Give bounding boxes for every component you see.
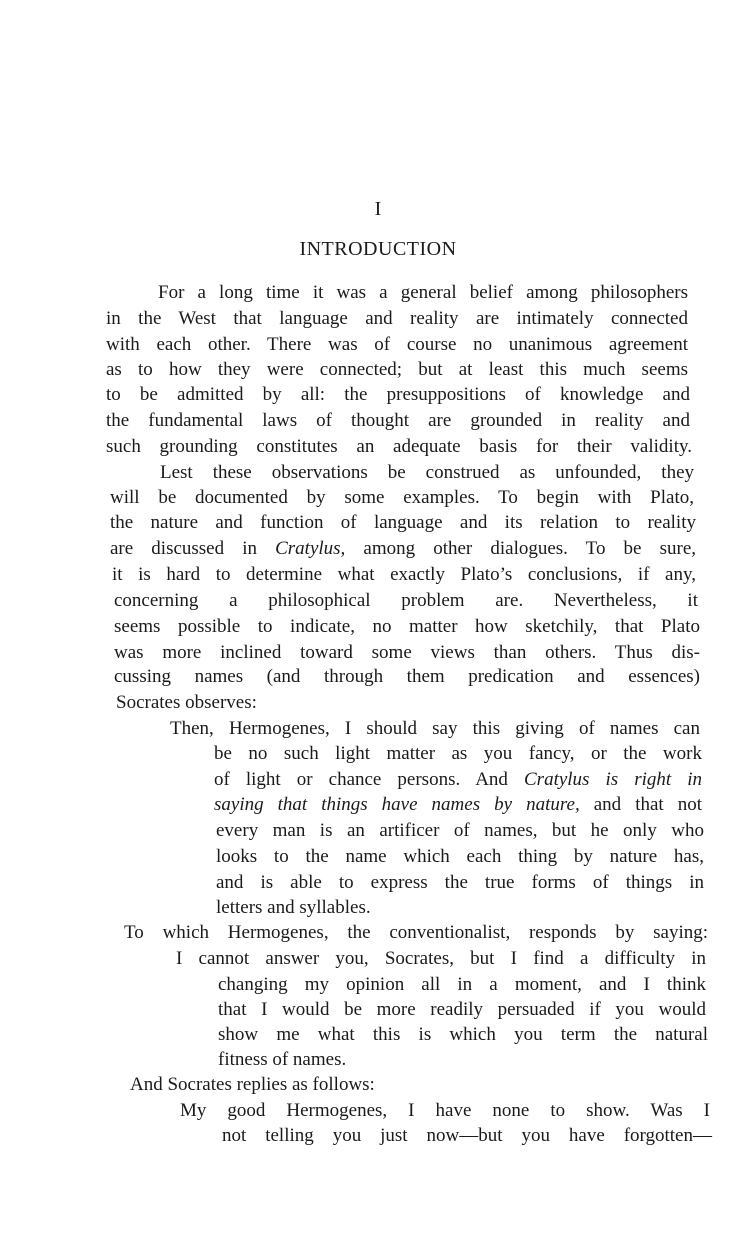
text-run: among other dialogues. To be sure, bbox=[345, 538, 696, 559]
paragraph-line: the fundamental laws of thought are grounded in reality and bbox=[106, 410, 690, 431]
block-quote-line: My good Hermogenes, I have none to show. Was I bbox=[180, 1100, 710, 1121]
block-quote-line: Then, Hermogenes, I should say this giving of names can bbox=[170, 718, 700, 739]
block-quote-line: letters and syllables. bbox=[216, 897, 371, 918]
work-title-cratylus: Cratylus, bbox=[275, 538, 346, 559]
text-run: of light or chance persons. And bbox=[214, 769, 524, 790]
block-quote-line bbox=[214, 767, 702, 793]
paragraph-line: such grounding constitutes an adequate basis for their validity. bbox=[106, 436, 692, 457]
block-quote-line: changing my opinion all in a moment, and I think bbox=[218, 974, 706, 995]
paragraph-line bbox=[110, 536, 696, 562]
chapter-title: INTRODUCTION bbox=[299, 238, 457, 260]
paragraph-line: For a long time it was a general belief among philosophers bbox=[158, 282, 688, 303]
paragraph-line: And Socrates replies as follows: bbox=[130, 1074, 375, 1095]
paragraph-line: it is hard to determine what exactly Plato’s conclusions, if any, bbox=[112, 564, 696, 585]
block-quote-line bbox=[214, 792, 702, 818]
paragraph-line: to be admitted by all: the presuppositions of knowledge and bbox=[106, 384, 690, 405]
block-quote-line: looks to the name which each thing by nature has, bbox=[216, 846, 704, 867]
paragraph-line: concerning a philosophical problem are. Nevertheless, it bbox=[114, 590, 698, 611]
block-quote-line: I cannot answer you, Socrates, but I find a difficulty in bbox=[176, 948, 706, 969]
italic-emphasis: Cratylus is right in bbox=[524, 769, 703, 790]
paragraph-line: with each other. There was of course no unanimous agreement bbox=[106, 334, 688, 355]
paragraph-line: the nature and function of language and its relation to reality bbox=[110, 512, 696, 533]
block-quote-line: be no such light matter as you fancy, or the work bbox=[214, 743, 702, 764]
paragraph-line: will be documented by some examples. To begin with Plato, bbox=[110, 487, 694, 508]
block-quote-line: every man is an artificer of names, but he only who bbox=[216, 820, 704, 841]
block-quote-line: and is able to express the true forms of things in bbox=[216, 872, 704, 893]
text-run: and that not bbox=[579, 794, 702, 815]
paragraph-line: To which Hermogenes, the conventionalist, responds by saying: bbox=[124, 922, 708, 943]
paragraph-line: was more inclined toward some views than others. Thus dis- bbox=[114, 642, 700, 663]
paragraph-line: in the West that language and reality are intimately connected bbox=[106, 308, 688, 329]
paragraph-line: Socrates observes: bbox=[116, 692, 257, 713]
paragraph-line: seems possible to indicate, no matter how sketchily, that Plato bbox=[114, 616, 700, 637]
block-quote-line: not telling you just now—but you have forgotten— bbox=[222, 1125, 712, 1146]
italic-emphasis: saying that things have names by nature, bbox=[214, 794, 580, 815]
paragraph-line: as to how they were connected; but at least this much seems bbox=[106, 359, 688, 380]
block-quote-line: show me what this is which you term the natural bbox=[218, 1024, 708, 1045]
block-quote-line: that I would be more readily persuaded if you would bbox=[218, 999, 706, 1020]
text-run: are discussed in bbox=[110, 538, 276, 559]
paragraph-line: cussing names (and through them predication and essences) bbox=[114, 666, 700, 687]
chapter-number: I bbox=[374, 198, 382, 220]
paragraph-line: Lest these observations be construed as unfounded, they bbox=[160, 462, 694, 483]
block-quote-line: fitness of names. bbox=[218, 1049, 347, 1070]
